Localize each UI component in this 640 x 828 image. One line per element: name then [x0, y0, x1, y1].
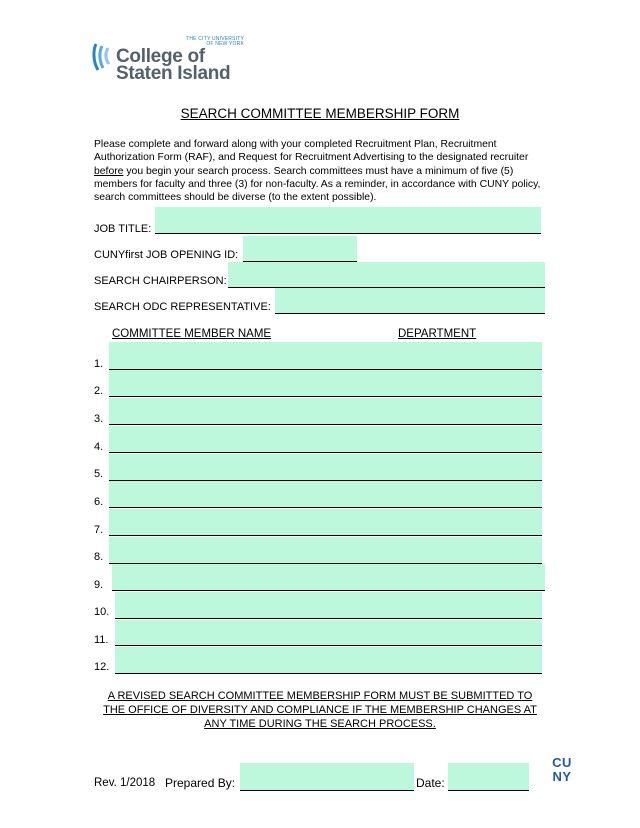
form-title: SEARCH COMMITTEE MEMBERSHIP FORM	[180, 106, 460, 121]
member-field[interactable]	[115, 647, 542, 674]
chairperson-field[interactable]	[228, 262, 545, 288]
member-field[interactable]	[109, 370, 542, 397]
revision-label: Rev. 1/2018	[94, 777, 156, 789]
job-opening-label: CUNYfirst JOB OPENING ID:	[94, 249, 239, 261]
member-field[interactable]	[109, 454, 542, 481]
prepared-by-label: Prepared By:	[165, 776, 236, 790]
row-number: 7.	[94, 524, 104, 536]
job-title-field[interactable]	[155, 207, 541, 234]
member-field[interactable]	[109, 426, 542, 453]
logo-university-line: THE CITY UNIVERSITY OF NEW YORK	[186, 36, 244, 47]
intro-text-1: Please complete and forward along with your completed Recruitment Plan, Recruitment Authorization Form (RAF), and Request for Recruitment Advertising to the designated recruiter	[94, 139, 529, 164]
job-opening-field[interactable]	[243, 236, 357, 262]
job-title-label: JOB TITLE:	[94, 223, 152, 235]
row-number: 4.	[94, 441, 104, 453]
odc-representative-field[interactable]	[275, 288, 545, 314]
row-number: 11.	[94, 634, 109, 646]
logo-college-text: College of	[116, 46, 205, 67]
member-field[interactable]	[109, 537, 542, 564]
row-number: 12.	[94, 661, 110, 673]
member-field[interactable]	[115, 592, 542, 619]
row-number: 5.	[94, 468, 104, 480]
row-number: 9.	[94, 579, 104, 591]
row-number: 6.	[94, 496, 104, 508]
chairperson-label: SEARCH CHAIRPERSON:	[94, 275, 227, 287]
odc-representative-label: SEARCH ODC REPRESENTATIVE:	[94, 301, 271, 313]
date-label: Date:	[416, 776, 445, 790]
logo-island-text: Staten Island	[116, 63, 231, 84]
row-number: 8.	[94, 551, 104, 563]
logo-mark-icon	[92, 42, 112, 72]
cuny-logo-top: CU	[552, 755, 572, 770]
member-field[interactable]	[115, 620, 542, 646]
member-name-header: COMMITTEE MEMBER NAME	[112, 328, 272, 340]
member-field[interactable]	[109, 509, 542, 536]
college-logo	[92, 36, 262, 82]
member-field[interactable]	[109, 342, 542, 370]
row-number: 2.	[94, 385, 104, 397]
cuny-logo-bottom: NY	[552, 769, 572, 784]
member-field[interactable]	[112, 564, 545, 591]
prepared-by-field[interactable]	[240, 763, 414, 791]
member-field[interactable]	[109, 398, 542, 425]
department-header: DEPARTMENT	[398, 328, 477, 340]
row-number: 1.	[94, 358, 104, 370]
cuny-logo	[552, 756, 572, 784]
intro-text-2: you begin your search process. Search committees must have a minimum of five (5) members for faculty and three (3) for non-faculty. As a reminder, in accordance with CUNY policy, search committees should be diverse (to the extent possible).	[94, 165, 541, 204]
row-number: 10.	[94, 606, 110, 618]
row-number: 3.	[94, 413, 104, 425]
intro-paragraph	[94, 138, 546, 204]
revision-notice: A REVISED SEARCH COMMITTEE MEMBERSHIP FORM MUST BE SUBMITTED TO THE OFFICE OF DIVERSITY AND COMPLIANCE IF THE MEMBERSHIP CHANGES AT ANY TIME DURING THE SEARCH PROCESS.	[103, 690, 537, 730]
member-field[interactable]	[109, 481, 542, 508]
date-field[interactable]	[448, 763, 529, 791]
intro-underlined: before	[94, 165, 124, 177]
